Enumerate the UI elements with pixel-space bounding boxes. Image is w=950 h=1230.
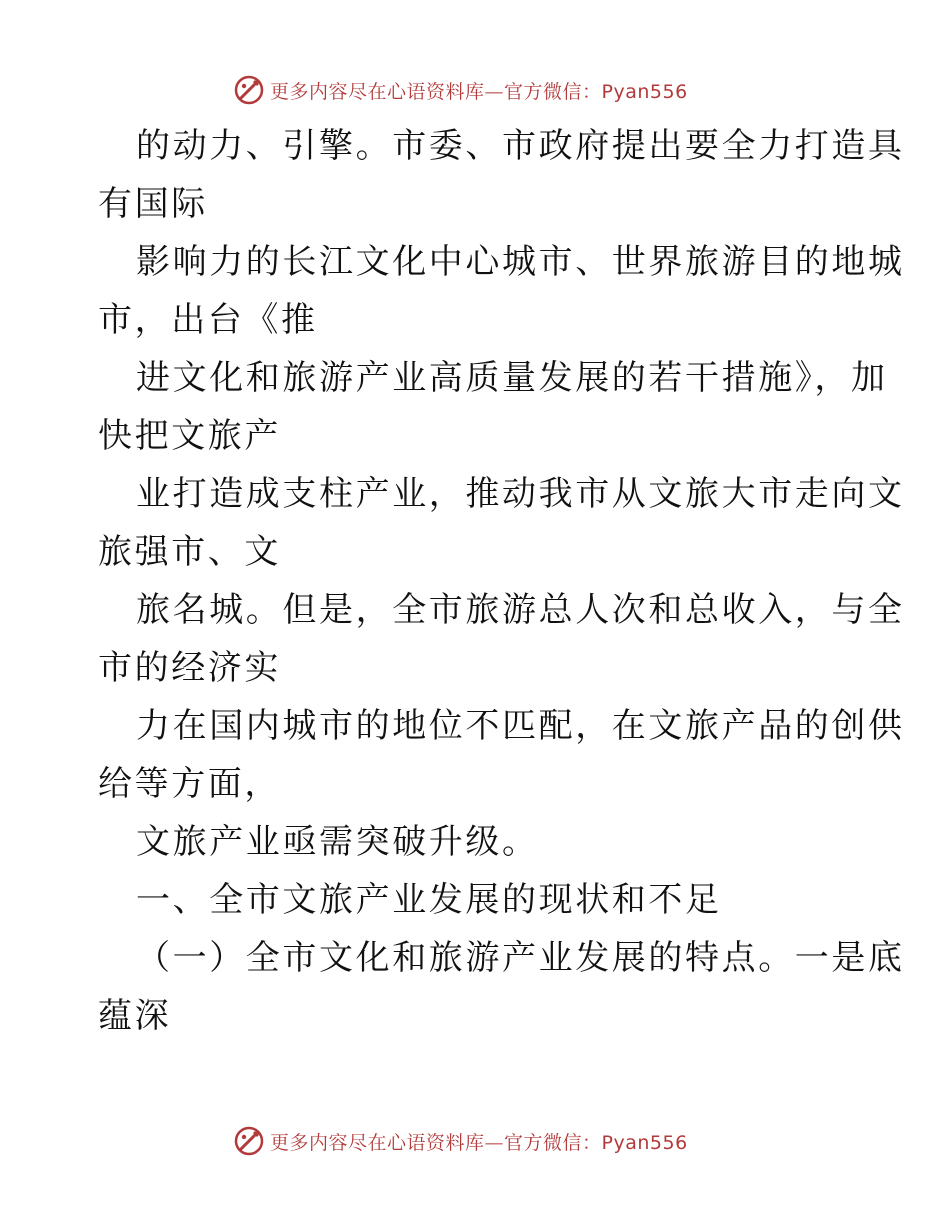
watermark-text: 更多内容尽在心语资料库—官方微信：Pyan556 — [270, 1131, 688, 1154]
text-line: 力在国内城市的地位不匹配，在文旅产品的创供 — [136, 706, 905, 746]
text-line: 市，出台《推 — [98, 300, 318, 340]
text-line: 的动力、引擎。市委、市政府提出要全力打造具 — [136, 126, 905, 166]
text-line: 旅强市、文 — [98, 532, 281, 572]
footer-watermark — [232, 1124, 688, 1158]
text-line: 文旅产业亟需突破升级。 — [136, 822, 539, 862]
text-line: 有国际 — [98, 184, 208, 224]
watermark-text: 更多内容尽在心语资料库—官方微信：Pyan556 — [270, 80, 688, 103]
text-line: 影响力的长江文化中心城市、世界旅游目的地城 — [136, 242, 905, 282]
text-line: 旅名城。但是，全市旅游总人次和总收入，与全 — [136, 590, 905, 630]
text-line: 进文化和旅游产业高质量发展的若干措施》，加 — [136, 358, 888, 398]
pen-seal-icon — [232, 1124, 266, 1158]
text-line: 快把文旅产 — [98, 416, 281, 456]
text-line: 市的经济实 — [98, 648, 281, 688]
text-line: 业打造成支柱产业，推动我市从文旅大市走向文 — [136, 474, 905, 514]
header-watermark — [232, 73, 688, 107]
document-body — [98, 117, 905, 1045]
pen-seal-icon — [232, 73, 266, 107]
text-line: 给等方面， — [98, 764, 281, 804]
section-heading: 一、全市文旅产业发展的现状和不足 — [136, 880, 722, 920]
text-line: 蕴深 — [98, 996, 172, 1036]
text-line: （一）全市文化和旅游产业发展的特点。一是底 — [136, 938, 905, 978]
